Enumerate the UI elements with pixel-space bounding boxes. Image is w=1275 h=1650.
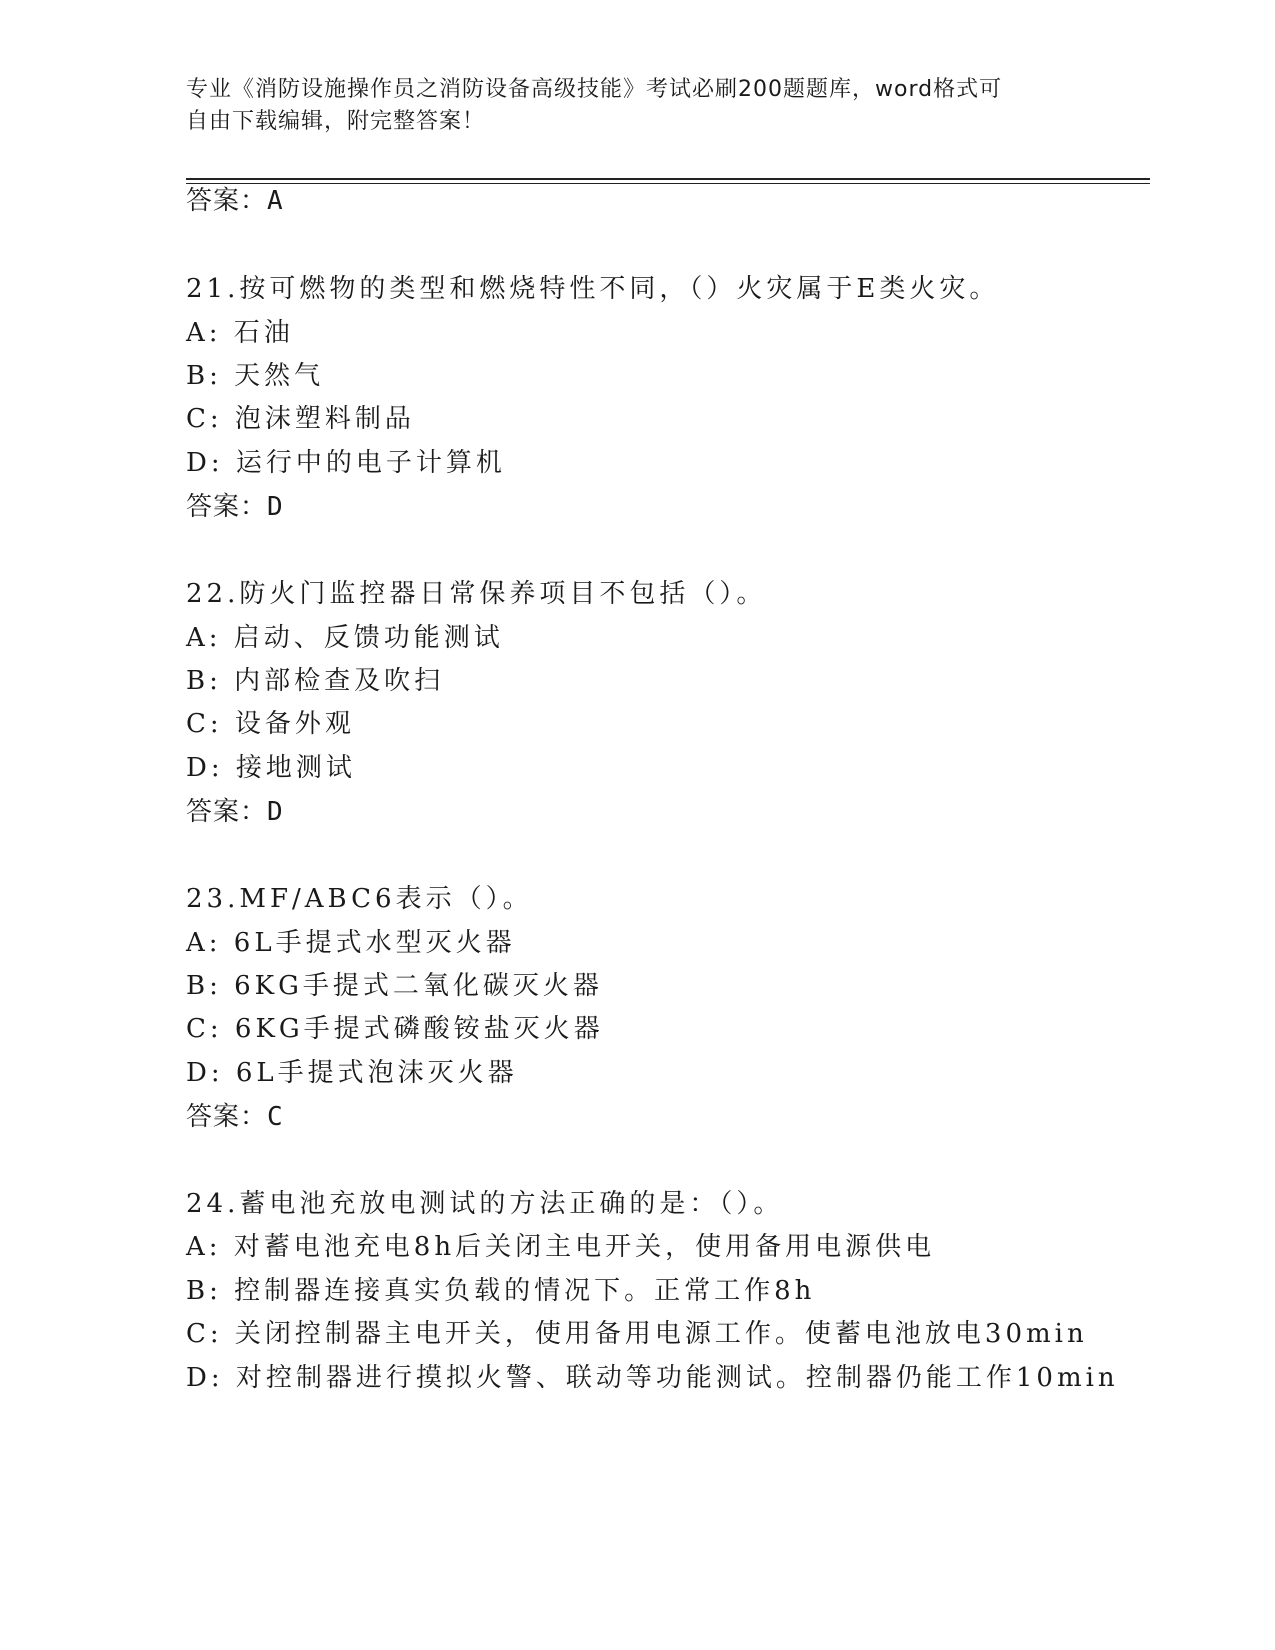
option-b: B: 控制器连接真实负载的情况下。正常工作8h [186, 1276, 816, 1306]
option-d: D: 接地测试 [186, 753, 356, 783]
option-b: B: 6KG手提式二氧化碳灭火器 [186, 971, 603, 1001]
header-divider-thick [186, 178, 1150, 180]
answer-line [186, 795, 284, 829]
answer-label: 答案： [186, 1102, 268, 1132]
answer-line [186, 490, 284, 524]
option-a: A: 石油 [186, 318, 294, 348]
option-d: D: 6L手提式泡沫灭火器 [186, 1058, 518, 1088]
header-line-1: 专业《消防设施操作员之消防设备高级技能》考试必刷200题题库，word格式可 [186, 77, 1003, 102]
option-c: C: 关闭控制器主电开关，使用备用电源工作。使蓄电池放电30min [186, 1319, 1088, 1349]
option-d: D: 运行中的电子计算机 [186, 448, 506, 478]
option-a: A: 6L手提式水型灭火器 [186, 928, 516, 958]
answer-value: D [267, 492, 284, 522]
answer-value: C [267, 1102, 284, 1132]
document-header-text [186, 74, 1066, 138]
answer-value: A [267, 186, 284, 216]
answer-line [186, 1100, 284, 1134]
option-b: B: 内部检查及吹扫 [186, 666, 445, 696]
option-b: B: 天然气 [186, 361, 325, 391]
answer-label: 答案： [186, 492, 268, 522]
header-line-2: 自由下载编辑，附完整答案！ [186, 109, 486, 134]
question-text: 24.蓄电池充放电测试的方法正确的是：（）。 [186, 1189, 784, 1219]
option-a: A: 对蓄电池充电8h后关闭主电开关，使用备用电源供电 [186, 1232, 936, 1262]
answer-label: 答案： [186, 797, 268, 827]
header-divider-thin [186, 183, 1150, 184]
option-c: C: 设备外观 [186, 709, 355, 739]
option-a: A: 启动、反馈功能测试 [186, 623, 504, 653]
answer-line [186, 184, 284, 218]
option-c: C: 泡沫塑料制品 [186, 404, 415, 434]
option-d: D: 对控制器进行摸拟火警、联动等功能测试。控制器仍能工作10min [186, 1363, 1119, 1393]
question-text: 23.MF/ABC6表示（）。 [186, 884, 533, 914]
question-text: 22.防火门监控器日常保养项目不包括（）。 [186, 579, 767, 609]
answer-value: D [267, 797, 284, 827]
option-c: C: 6KG手提式磷酸铵盐灭火器 [186, 1014, 604, 1044]
question-text: 21.按可燃物的类型和燃烧特性不同，（）火灾属于E类火灾。 [186, 274, 1000, 304]
answer-label: 答案： [186, 186, 268, 216]
